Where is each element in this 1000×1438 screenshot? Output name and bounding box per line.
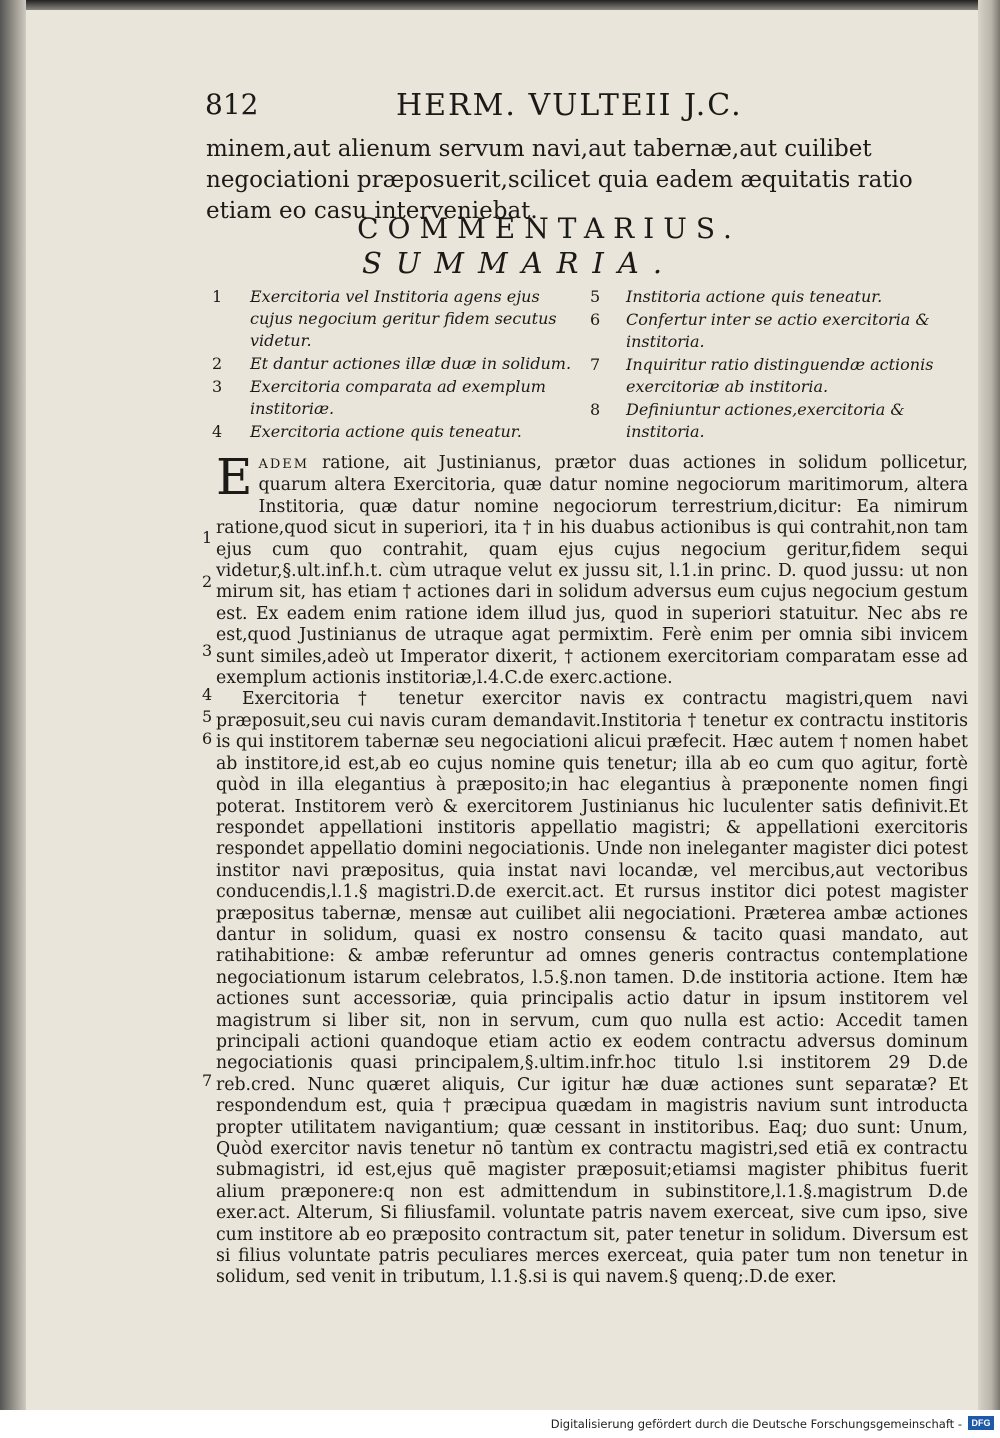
margin-number: 6 xyxy=(202,729,213,748)
summary-text: Institoria actione quis teneatur. xyxy=(626,287,883,306)
summary-number: 1 xyxy=(212,287,223,306)
section-title: COMMENTARIUS. xyxy=(357,212,741,245)
summary-text: Definiuntur actiones,exercitoria & institoria. xyxy=(626,400,905,441)
summaria-right-column xyxy=(590,286,980,444)
summary-entry xyxy=(590,354,980,398)
summary-entry xyxy=(590,399,980,443)
summary-entry xyxy=(212,353,582,375)
summary-text: Exercitoria vel Institoria agens ejus cujus negocium geritur fidem secutus videtur. xyxy=(250,287,557,350)
margin-number: 1 xyxy=(202,528,213,547)
page-header xyxy=(40,88,978,128)
running-head: HERM. VULTEII J.C. xyxy=(396,88,743,123)
dfg-logo: DFG xyxy=(968,1416,994,1430)
summary-number: 3 xyxy=(212,377,223,396)
carryover-text: minem,aut alienum servum navi,aut tabernæ,aut cuilibet negociationi præposuerit,scilicet quia eadem æquitatis ratio etiam eo casu interveniebat. xyxy=(206,136,913,224)
paragraph-1-text: ratione, ait Justinianus, prætor duas actiones in solidum pollicetur, quarum altera Exercitoria, quæ datur nomine negociorum maritimorum, altera Institoria, quæ datur nomine negociorum terrestrium,dicitur: Ea nimirum ratione,quod sicut in superiori, ita † in his duabus actionibus is qui contrahit,non tam ejus cum quo contrahit, quam ejus cujus negocium geritur,fidem sequi videtur,§.ult.inf.h.t. cùm utraque velut ex jussu sit, l.1.in princ. D. quod jussu: ut non mirum sit, has etiam † actiones dari in solidum adversus eum cujus negocium gestum est. Ex eadem enim ratione idem illud jus, quod in superiori statuitur. Nec abs re est,quod Justinianus de utraque agat permixtim. Ferè enim per omnia sibi invicem sunt similes,adeò ut Imperator dixerit, † actionem exercitoriam comparatam esse ad exemplum actionis institoriæ,l.4.C.de exerc.actione. xyxy=(216,453,968,689)
summary-text: Confertur inter se actio exercitoria & institoria. xyxy=(626,310,930,351)
paragraph-2: Exercitoria † tenetur exercitor navis ex contractu magistri,quem navi præposuit,seu cui navis curam demandavit.Institoria † tenetur ex contractu institoris is qui institorem tabernæ seu negociationi alicui præfecit. Hæc autem † nomen habet ab institore,id est,ab eo cujus nomine quis tenetur; illa ab eo cum quo agitur, fortè quòd in illa elegantius à præposito;in hac elegantius à præponente nomen fingi poterat. Institorem verò & exercitorem Justinianus hic luculenter satis definivit.Et respondet appellationi institoris appellatio magistri; & appellationi exercitoris respondet appellatio domini negociationis. Unde non ineleganter magister dici potest institor navi præpositus, quia instat navi locandæ, vel mercibus,aut vectoribus conducendis,l.1.§ magistri.D.de exercit.act. Et rursus institor dici potest magister præpositus tabernæ, mensæ aut cuilibet alii negociationi. Præterea ambæ actiones dantur in solidum, quasi ex nostro consensu & tacito quasi mandato, aut ratihabitione: & ambæ referuntur ad omnes generis contractus contemplatione negociationum istarum celebratos, l.5.§.non tamen. D.de institoria actione. Item hæ actiones sunt accessoriæ, quia principalis actio datur in ipsum institorem vel magistrum si liber sit, non in servum, cum quo nulla est actio: Accedit tamen principali actioni quandoque etiam actio ex eodem contractu adversus dominum negociationis quasi principalem,§.ultim.infr.hoc titulo l.si institorem 29 D.de reb.cred. Nunc quæret aliquis, Cur igitur hæ duæ actiones sunt separatæ? Et respondendum est, quia † præcipua quædam in magistris navium sunt introducta propter utilitatem navigantium; quæ cessant in institoribus. Eaq; duo sunt: Unum, Quòd exercitor navis tenetur nō tantùm ex contractu magistri,sed etiā ex contractu submagistri, id est,ejus quē magister præposuit;etiamsi magister phibitus fuerit alium præponere:q non est admittendum in subinstitore,l.1.§.magistrum D.de exer.act. Alterum, Si filiusfamil. voluntate patris navem exerceat, sive cum ipso, sive cum institore ab eo præposito contractum sit, pater tenetur in solidum. Diversum est si filius voluntate patris peculiares merces exerceat, quia pater tum non tenetur in solidum, sed venit in tributum, l.1.§.si is qui navem.§ quenq;.D.de exer. xyxy=(216,689,968,1288)
summary-number: 5 xyxy=(590,287,601,306)
margin-number: 7 xyxy=(202,1071,213,1090)
summary-number: 4 xyxy=(212,422,223,441)
summary-entry xyxy=(590,309,980,353)
summary-number: 8 xyxy=(590,400,601,419)
page-number: 812 xyxy=(205,88,259,121)
funding-notice: Digitalisierung gefördert durch die Deutsche Forschungsgemeinschaft - xyxy=(550,1417,962,1431)
summary-text: Et dantur actiones illæ duæ in solidum. xyxy=(250,354,572,373)
summary-text: Inquiritur ratio distinguendæ actionis exercitoriæ ab institoria. xyxy=(626,355,934,396)
summary-entry xyxy=(212,376,582,420)
summaria-left-column xyxy=(212,286,582,444)
binding-shadow xyxy=(0,0,26,1410)
summary-entry xyxy=(212,286,582,352)
margin-number: 5 xyxy=(202,707,213,726)
margin-number: 3 xyxy=(202,641,213,660)
margin-number: 2 xyxy=(202,572,213,591)
opening-smallcaps: ADEM xyxy=(258,457,310,472)
digitization-footer xyxy=(0,1410,1000,1438)
summary-number: 6 xyxy=(590,310,601,329)
summary-entry xyxy=(590,286,980,308)
paragraph-1 xyxy=(216,448,968,689)
margin-number: 4 xyxy=(202,685,213,704)
drop-cap: E xyxy=(216,448,253,506)
page-edge xyxy=(978,0,1000,1410)
summary-entry xyxy=(212,421,582,443)
summary-text: Exercitoria comparata ad exemplum institoriæ. xyxy=(250,377,546,418)
book-page xyxy=(40,0,978,1410)
summary-number: 2 xyxy=(212,354,223,373)
summary-text: Exercitoria actione quis teneatur. xyxy=(250,422,522,441)
commentary-body xyxy=(216,448,968,1289)
summaria-title: SUMMARIA. xyxy=(361,246,677,280)
summary-number: 7 xyxy=(590,355,601,374)
